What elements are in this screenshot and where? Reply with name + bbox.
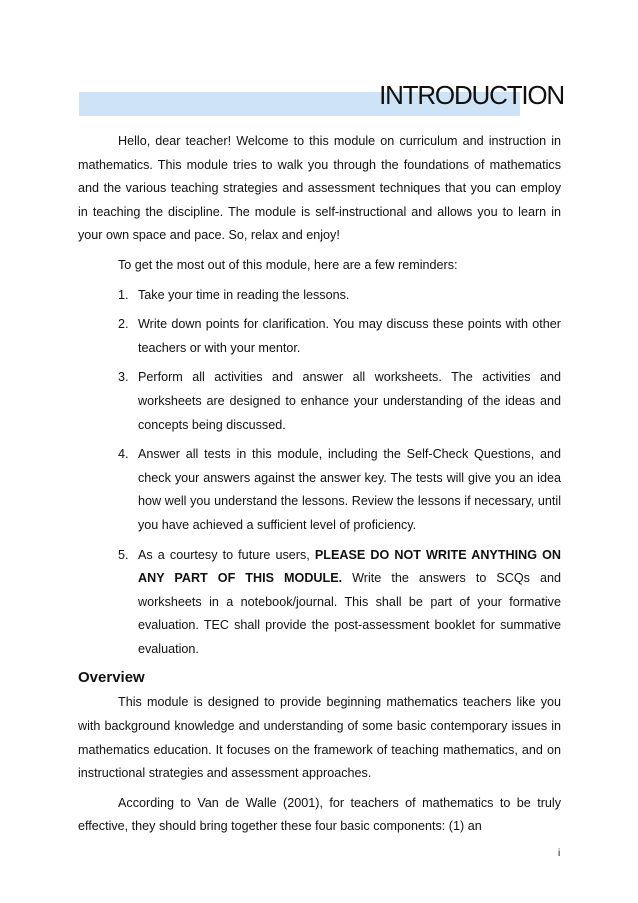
- list-item: [78, 366, 561, 437]
- page-number: i: [558, 848, 561, 859]
- list-item: [78, 313, 561, 360]
- page-title: INTRODUCTION: [379, 80, 564, 110]
- list-item: [78, 544, 561, 662]
- overview-paragraph: This module is designed to provide beginning mathematics teachers like you with background knowledge and understanding of some basic contemporary issues in mathematics education. It focuses on the framework of teaching mathematics, and on instructional strategies and assessment approaches.: [78, 695, 561, 781]
- reminders-lead: To get the most out of this module, here are a few reminders:: [118, 257, 458, 272]
- vandewalle-paragraph: According to Van de Walle (2001), for teachers of mathematics to be truly effective, they should bring together these four basic components: (1) an: [78, 795, 561, 834]
- list-item-text: Take your time in reading the lessons.: [138, 287, 350, 302]
- list-item-text-pre: As a courtesy to future users,: [138, 547, 315, 562]
- list-item-text-bold: PLEASE DO NOT WRITE ANYTHING ON ANY PART OF THIS MODULE.: [138, 547, 561, 586]
- reminders-list: [78, 284, 561, 662]
- intro-paragraph: Hello, dear teacher! Welcome to this module on curriculum and instruction in mathematics. This module tries to walk you through the foundations of mathematics and the various teaching strategies and assessment techniques that you can employ in teaching the discipline. The module is self-instructional and allows you to learn in your own space and pace. So, relax and enjoy!: [78, 134, 561, 243]
- list-item: [78, 284, 561, 308]
- overview-heading: Overview: [78, 669, 145, 687]
- list-item-text: Perform all activities and answer all worksheets. The activities and worksheets are designed to enhance your understanding of the ideas and concepts being discussed.: [138, 370, 561, 432]
- document-body: [78, 130, 561, 839]
- list-item-number: 2.: [118, 317, 129, 332]
- list-item-number: 3.: [118, 370, 129, 385]
- list-item-text: Write down points for clarification. You may discuss these points with other teachers or with your mentor.: [138, 317, 561, 355]
- list-item-number: 4.: [118, 447, 129, 462]
- list-item-number: 1.: [118, 287, 129, 302]
- list-item-text-post: Write the answers to SCQs and worksheets in a notebook/journal. This shall be part of your formative evaluation. TEC shall provide the post-assessment booklet for summative evaluation.: [138, 571, 561, 656]
- list-item: [78, 443, 561, 537]
- list-item-text: Answer all tests in this module, including the Self-Check Questions, and check your answers against the answer key. The tests will give you an idea how well you understand the lessons. Review the lessons if necessary, until you have achieved a sufficient level of proficiency.: [138, 447, 561, 532]
- list-item-number: 5.: [118, 547, 129, 562]
